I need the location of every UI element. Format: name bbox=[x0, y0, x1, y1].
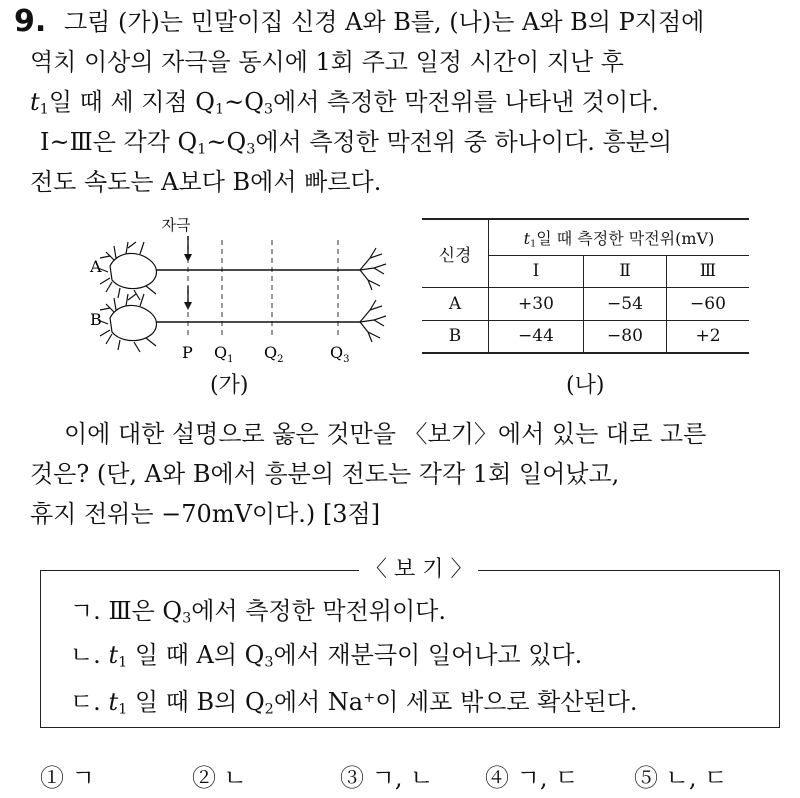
cell-body-b bbox=[98, 294, 157, 352]
bogi-item-3: ㄷ. $t_1$ 일 때 B의 $Q_2$에서 Na+이 세포 밖으로 확산된다. bbox=[70, 687, 638, 718]
bogi-title: 〈 보 기 〉 bbox=[359, 557, 478, 583]
point-p-label: P bbox=[182, 343, 193, 362]
table-header-title: $t_1$일 때 측정한 막전위(mV) bbox=[489, 219, 750, 255]
table-cell: +2 bbox=[667, 320, 750, 353]
question-line-3: $t_1$일 때 세 지점 $Q_1\sim Q_3$에서 측정한 막전위를 나타낸 것이다. bbox=[30, 88, 659, 118]
question-number: 9. bbox=[14, 4, 47, 39]
figure-ga-caption: (가) bbox=[210, 373, 249, 398]
axon-terminal-b bbox=[360, 300, 386, 342]
table-cell: +30 bbox=[489, 287, 584, 320]
question-line-5: 전도 속도는 A보다 B에서 빠르다. bbox=[30, 168, 382, 196]
question-line-2: 역치 이상의 자극을 동시에 1회 주고 일정 시간이 지난 후 bbox=[30, 48, 624, 76]
prompt-line-1: 이에 대한 설명으로 옳은 것만을 〈보기〉에서 있는 대로 고른 bbox=[64, 420, 707, 448]
choice-2[interactable]: ② ㄴ bbox=[192, 764, 247, 792]
table-row bbox=[422, 287, 749, 320]
table-cell: −60 bbox=[667, 287, 750, 320]
table-col-ii: Ⅱ bbox=[584, 255, 667, 287]
axon-terminal-a bbox=[360, 248, 386, 290]
table-cell: −44 bbox=[489, 320, 584, 353]
table-row-nerve: B bbox=[422, 320, 489, 353]
bogi-item-1: ㄱ. Ⅲ은 $Q_3$에서 측정한 막전위이다. bbox=[70, 597, 446, 627]
choice-4[interactable]: ④ ㄱ, ㄷ bbox=[485, 764, 579, 792]
bogi-item-2: ㄴ. $t_1$ 일 때 A의 $Q_3$에서 재분극이 일어나고 있다. bbox=[70, 641, 583, 671]
choice-5[interactable]: ⑤ ㄴ, ㄷ bbox=[634, 764, 728, 792]
choice-1[interactable]: ① ㄱ bbox=[40, 764, 95, 792]
nerve-diagram bbox=[70, 210, 400, 370]
prompt-line-3: 휴지 전위는 −70mV이다.) [3점] bbox=[30, 500, 381, 528]
table-header-nerve: 신경 bbox=[422, 219, 489, 287]
nerve-label-b: B bbox=[90, 310, 102, 329]
question-line-4: Ⅰ~Ⅲ은 각각 $Q_1\sim Q_3$에서 측정한 막전위 중 하나이다. 흥분의 bbox=[40, 128, 673, 158]
nerve-label-a: A bbox=[90, 257, 102, 276]
membrane-potential-table bbox=[422, 218, 749, 354]
point-q2-label: $Q_2$ bbox=[264, 343, 284, 365]
table-col-i: Ⅰ bbox=[489, 255, 584, 287]
table-cell: −54 bbox=[584, 287, 667, 320]
table-col-iii: Ⅲ bbox=[667, 255, 750, 287]
cell-body-a bbox=[98, 242, 157, 300]
table-row bbox=[422, 320, 749, 353]
table-row-nerve: A bbox=[422, 287, 489, 320]
point-q1-label: $Q_1$ bbox=[214, 343, 234, 365]
point-q3-label: $Q_3$ bbox=[330, 343, 350, 365]
question-line-1: 그림 (가)는 민말이집 신경 A와 B를, (나)는 A와 B의 P지점에 bbox=[64, 8, 705, 36]
stimulus-label: 자극 bbox=[161, 216, 191, 234]
table-na-caption: (나) bbox=[566, 373, 605, 398]
prompt-line-2: 것은? (단, A와 B에서 흥분의 전도는 각각 1회 일어났고, bbox=[30, 460, 620, 488]
table-cell: −80 bbox=[584, 320, 667, 353]
choice-3[interactable]: ③ ㄱ, ㄴ bbox=[340, 764, 434, 792]
